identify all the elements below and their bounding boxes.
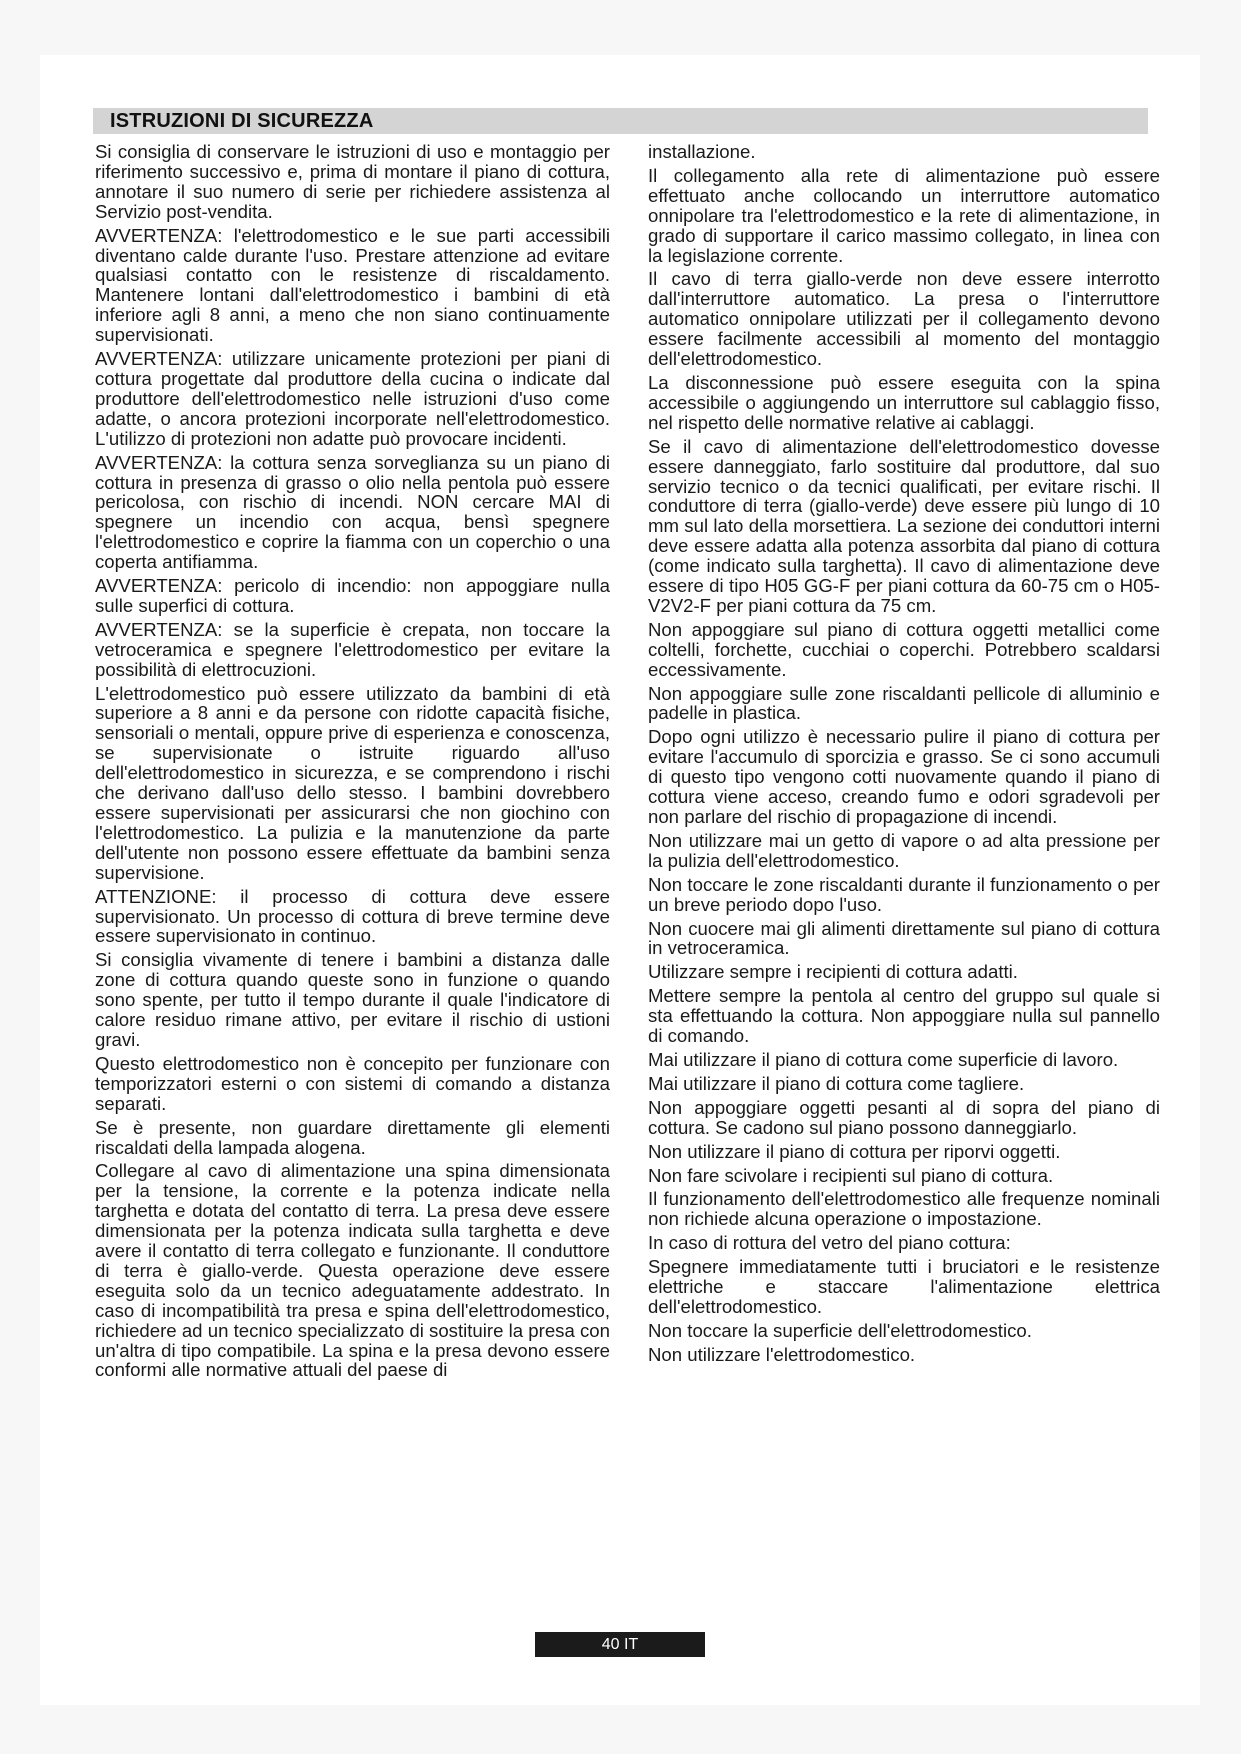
paragraph: AVVERTENZA: se la superficie è crepata, non toccare la vetroceramica e spegnere l'elettrodomestico per evitare la possibilità di elettrocuzioni. xyxy=(95,618,610,680)
paragraph: Non toccare le zone riscaldanti durante il funzionamento o per un breve periodo dopo l'uso. xyxy=(648,873,1160,915)
paragraph: In caso di rottura del vetro del piano cottura: xyxy=(648,1232,1011,1254)
paragraph: Non toccare la superficie dell'elettrodomestico. xyxy=(648,1319,1032,1341)
left-column xyxy=(95,142,610,1384)
paragraph: L'elettrodomestico può essere utilizzato da bambini di età superiore a 8 anni e da persone con ridotte capacità fisiche, sensoriali o mentali, oppure prive di esperienza e conoscenza, se supervisionate o istruite riguardo all'uso dell'elettrodomestico in sicurezza, e se comprendono i rischi che derivano dall'uso dello stesso. I bambini dovrebbero essere supervisionati per assicurarsi che non giochino con l'elettrodomestico. La pulizia e la manutenzione da parte dell'utente non possono essere effettuate da bambini senza supervisione. xyxy=(95,682,610,883)
paragraph: La disconnessione può essere eseguita con la spina accessibile o aggiungendo un interruttore sul cablaggio fisso, nel rispetto delle normative relative ai cablaggi. xyxy=(648,371,1160,433)
paragraph: Questo elettrodomestico non è concepito per funzionare con temporizzatori esterni o con sistemi di comando a distanza separati. xyxy=(95,1052,610,1114)
paragraph: Utilizzare sempre i recipienti di cottura adatti. xyxy=(648,961,1018,983)
paragraph: Non utilizzare l'elettrodomestico. xyxy=(648,1343,916,1365)
paragraph: Si consiglia di conservare le istruzioni di uso e montaggio per riferimento successivo e, prima di montare il piano di cottura, annotare il suo numero di serie per richiedere assistenza al Servizio post-vendita. xyxy=(95,141,610,222)
paragraph: Non appoggiare sul piano di cottura oggetti metallici come coltelli, forchette, cucchiai o coperchi. Potrebbero scaldarsi eccessivamente. xyxy=(648,618,1160,680)
paragraph: Spegnere immediatamente tutti i bruciatori e le resistenze elettriche e staccare l'alimentazione elettrica dell'elettrodomestico. xyxy=(648,1256,1160,1317)
paragraph: Il funzionamento dell'elettrodomestico alle frequenze nominali non richiede alcuna operazione o impostazione. xyxy=(648,1188,1160,1230)
paragraph: Il cavo di terra giallo-verde non deve essere interrotto dall'interruttore automatico. La presa o l'interruttore automatico onnipolare utilizzati per il collegamento devono essere facilmente accessibili al momento del montaggio dell'elettrodomestico. xyxy=(648,268,1160,370)
section-title: ISTRUZIONI DI SICUREZZA xyxy=(110,110,374,132)
paragraph: Se il cavo di alimentazione dell'elettrodomestico dovesse essere danneggiato, farlo sostituire dal produttore, dal suo servizio tecnico o da tecnici qualificati, per evitare rischi. Il conduttore di terra (giallo-verde) deve essere più lungo di 10 mm sul lato della morsettiera. La sezione dei conduttori interni deve essere adatta alla potenza assorbita dal piano di cottura (come indicato sulla targhetta). Il cavo di alimentazione deve essere di tipo H05 GG-F per piani cottura da 60-75 cm o H05-V2V2-F per piani cottura da 75 cm. xyxy=(648,435,1160,616)
page-number-badge xyxy=(535,1632,705,1657)
paragraph: Dopo ogni utilizzo è necessario pulire il piano di cottura per evitare l'accumulo di sporcizia e grasso. Se ci sono accumuli di questo tipo vengono cotti nuovamente quando il piano di cottura viene acceso, creando fumo e odori sgradevoli per non parlare del rischio di propagazione di incendi. xyxy=(648,726,1160,827)
paragraph: Non appoggiare sulle zone riscaldanti pellicole di alluminio e padelle in plastica. xyxy=(648,682,1160,724)
paragraph: AVVERTENZA: l'elettrodomestico e le sue parti accessibili diventano calde durante l'uso. Prestare attenzione ad evitare qualsiasi contatto con le resistenze di riscaldamento. Mantenere lontani dall'elettrodomestico i bambini di età inferiore agli 8 anni, a meno che non siano continuamente supervisionati. xyxy=(95,224,610,346)
paragraph: Non appoggiare oggetti pesanti al di sopra del piano di cottura. Se cadono sul piano possono danneggiarlo. xyxy=(648,1096,1160,1138)
paragraph: Non fare scivolare i recipienti sul piano di cottura. xyxy=(648,1164,1054,1186)
section-header xyxy=(93,108,1148,134)
paragraph: Non utilizzare mai un getto di vapore o ad alta pressione per la pulizia dell'elettrodomestico. xyxy=(648,829,1160,871)
paragraph: ATTENZIONE: il processo di cottura deve essere supervisionato. Un processo di cottura di breve termine deve essere supervisionato in continuo. xyxy=(95,885,610,947)
paragraph: Mai utilizzare il piano di cottura come tagliere. xyxy=(648,1072,1025,1094)
paragraph: Non cuocere mai gli alimenti direttamente sul piano di cottura in vetroceramica. xyxy=(648,917,1160,959)
paragraph: Collegare al cavo di alimentazione una spina dimensionata per la tensione, la corrente e la potenza indicate nella targhetta e dotata del contatto di terra. La presa deve essere dimensionata per la potenza indicata sulla targhetta e deve avere il contatto di terra collegato e funzionante. Il conduttore di terra è giallo-verde. Questa operazione deve essere eseguita solo da un tecnico adeguatamente addestrato. In caso di incompatibilità tra presa e spina dell'elettrodomestico, richiedere ad un tecnico specializzato di sostituire la presa con un'altra di tipo compatibile. La spina e la presa devono essere conformi alle normative attuali del paese di xyxy=(95,1160,610,1381)
paragraph: Non utilizzare il piano di cottura per riporvi oggetti. xyxy=(648,1140,1061,1162)
paragraph: AVVERTENZA: utilizzare unicamente protezioni per piani di cottura progettate dal produttore della cucina o indicate dal produttore dell'elettrodomestico nelle istruzioni d'uso come adatte, o ancora protezioni incorporate nell'elettrodomestico. L'utilizzo di protezioni non adatte può provocare incidenti. xyxy=(95,348,610,449)
page-number: 40 IT xyxy=(601,1636,639,1653)
paragraph: AVVERTENZA: pericolo di incendio: non appoggiare nulla sulle superfici di cottura. xyxy=(95,575,610,616)
paragraph: Mai utilizzare il piano di cottura come superficie di lavoro. xyxy=(648,1048,1119,1070)
paragraph: AVVERTENZA: la cottura senza sorveglianza su un piano di cottura in presenza di grasso o olio nella pentola può essere pericolosa, con rischio di incendi. NON cercare MAI di spegnere un incendio con acqua, bensì spegnere l'elettrodomestico e coprire la fiamma con un coperchio o una coperta antifiamma. xyxy=(95,451,610,573)
paragraph: Mettere sempre la pentola al centro del gruppo sul quale si sta effettuando la cottura. Non appoggiare nulla sul pannello di comando. xyxy=(648,985,1160,1047)
paragraph: Si consiglia vivamente di tenere i bambini a distanza dalle zone di cottura quando queste sono in funzione o quando sono spente, per tutto il tempo durante il quale l'indicatore di calore residuo rimane attivo, per evitare il rischio di ustioni gravi. xyxy=(95,949,610,1050)
paragraph: installazione. xyxy=(648,141,756,162)
right-column xyxy=(648,142,1160,1369)
paragraph: Se è presente, non guardare direttamente gli elementi riscaldati della lampada alogena. xyxy=(95,1116,610,1158)
paragraph: Il collegamento alla rete di alimentazione può essere effettuato anche collocando un interruttore automatico onnipolare tra l'elettrodomestico e la rete di alimentazione, in grado di supportare il carico massimo collegato, in linea con la legislazione corrente. xyxy=(648,164,1160,266)
